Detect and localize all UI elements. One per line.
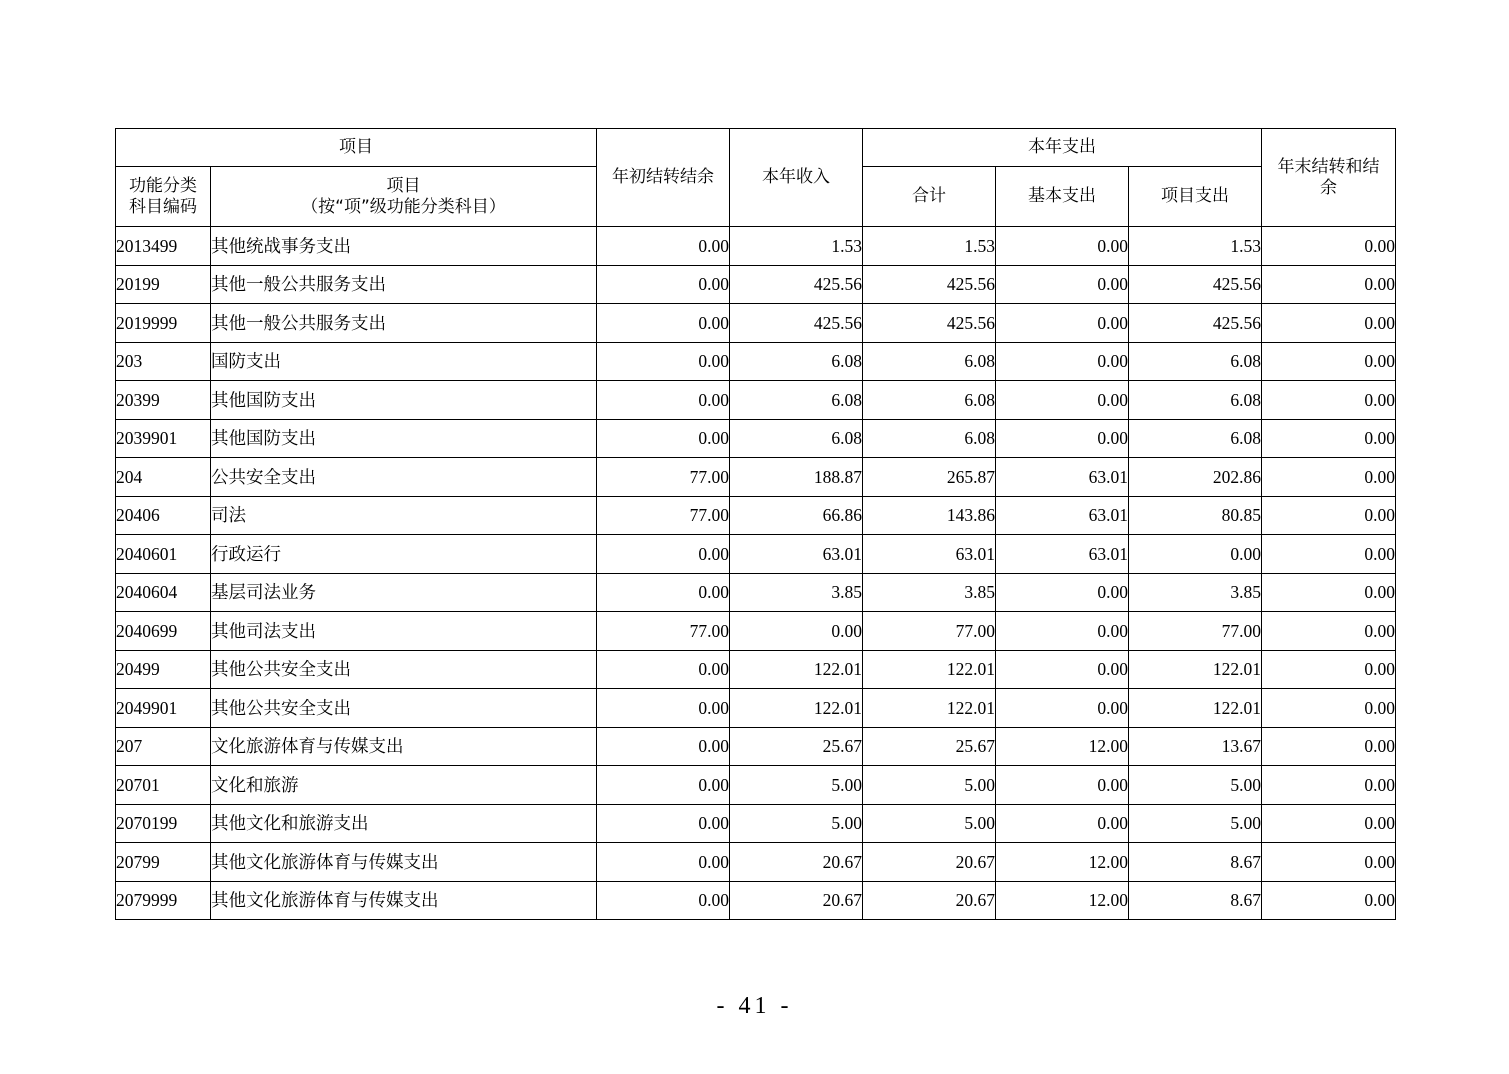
project-cell: 3.85 (1129, 573, 1262, 612)
income-cell: 25.67 (730, 727, 863, 766)
basic-cell: 63.01 (996, 535, 1129, 574)
code-cell: 2039901 (116, 419, 211, 458)
carryover-start-cell: 0.00 (597, 727, 730, 766)
table-row (116, 881, 1396, 920)
total-cell: 143.86 (863, 496, 996, 535)
code-cell: 20701 (116, 766, 211, 805)
total-cell: 122.01 (863, 689, 996, 728)
table-body (116, 227, 1396, 920)
carryover-start-cell: 0.00 (597, 650, 730, 689)
carryover-end-cell: 0.00 (1262, 573, 1396, 612)
total-cell: 20.67 (863, 881, 996, 920)
carryover-end-cell: 0.00 (1262, 650, 1396, 689)
carryover-start-cell: 77.00 (597, 612, 730, 651)
header-expenditure-group: 本年支出 (863, 129, 1262, 167)
header-total: 合计 (863, 167, 996, 227)
expenditure-table (115, 128, 1396, 920)
code-cell: 2070199 (116, 804, 211, 843)
item-name-cell: 其他公共安全支出 (211, 689, 597, 728)
header-item-note: （按“项”级功能分类科目） (301, 196, 506, 217)
project-cell: 0.00 (1129, 535, 1262, 574)
carryover-end-cell: 0.00 (1262, 881, 1396, 920)
header-basic: 基本支出 (996, 167, 1129, 227)
income-cell: 188.87 (730, 458, 863, 497)
header-item-label: 项目 (386, 175, 421, 196)
table-row (116, 573, 1396, 612)
table-row (116, 535, 1396, 574)
basic-cell: 63.01 (996, 496, 1129, 535)
total-cell: 77.00 (863, 612, 996, 651)
item-name-cell: 其他司法支出 (211, 612, 597, 651)
code-cell: 2079999 (116, 881, 211, 920)
item-name-cell: 其他统战事务支出 (211, 227, 597, 266)
carryover-end-cell: 0.00 (1262, 689, 1396, 728)
carryover-end-cell: 0.00 (1262, 727, 1396, 766)
table-row (116, 227, 1396, 266)
carryover-start-cell: 0.00 (597, 535, 730, 574)
total-cell: 6.08 (863, 342, 996, 381)
header-carryover-end-label: 年末结转和结余 (1277, 156, 1380, 198)
code-cell: 2040601 (116, 535, 211, 574)
table-row (116, 727, 1396, 766)
carryover-start-cell: 0.00 (597, 381, 730, 420)
table-row (116, 304, 1396, 343)
carryover-end-cell: 0.00 (1262, 342, 1396, 381)
carryover-end-cell: 0.00 (1262, 227, 1396, 266)
total-cell: 5.00 (863, 804, 996, 843)
basic-cell: 0.00 (996, 804, 1129, 843)
income-cell: 425.56 (730, 304, 863, 343)
project-cell: 5.00 (1129, 804, 1262, 843)
header-income: 本年收入 (730, 129, 863, 227)
basic-cell: 0.00 (996, 573, 1129, 612)
item-name-cell: 国防支出 (211, 342, 597, 381)
total-cell: 6.08 (863, 419, 996, 458)
carryover-start-cell: 0.00 (597, 342, 730, 381)
carryover-end-cell: 0.00 (1262, 843, 1396, 882)
total-cell: 1.53 (863, 227, 996, 266)
code-cell: 207 (116, 727, 211, 766)
table-row (116, 265, 1396, 304)
project-cell: 425.56 (1129, 265, 1262, 304)
carryover-end-cell: 0.00 (1262, 381, 1396, 420)
basic-cell: 0.00 (996, 342, 1129, 381)
project-cell: 202.86 (1129, 458, 1262, 497)
header-row-1 (116, 129, 1396, 167)
project-cell: 13.67 (1129, 727, 1262, 766)
carryover-end-cell: 0.00 (1262, 265, 1396, 304)
code-cell: 2040699 (116, 612, 211, 651)
item-name-cell: 行政运行 (211, 535, 597, 574)
carryover-start-cell: 0.00 (597, 804, 730, 843)
item-name-cell: 其他国防支出 (211, 381, 597, 420)
item-name-cell: 文化和旅游 (211, 766, 597, 805)
basic-cell: 0.00 (996, 689, 1129, 728)
carryover-start-cell: 77.00 (597, 496, 730, 535)
code-cell: 203 (116, 342, 211, 381)
code-cell: 2049901 (116, 689, 211, 728)
table-row (116, 342, 1396, 381)
item-name-cell: 其他文化和旅游支出 (211, 804, 597, 843)
code-cell: 20799 (116, 843, 211, 882)
income-cell: 0.00 (730, 612, 863, 651)
carryover-start-cell: 0.00 (597, 689, 730, 728)
carryover-end-cell: 0.00 (1262, 804, 1396, 843)
page-number: - 41 - (716, 993, 793, 1019)
carryover-end-cell: 0.00 (1262, 304, 1396, 343)
item-name-cell: 其他文化旅游体育与传媒支出 (211, 881, 597, 920)
basic-cell: 0.00 (996, 304, 1129, 343)
total-cell: 3.85 (863, 573, 996, 612)
income-cell: 6.08 (730, 342, 863, 381)
carryover-end-cell: 0.00 (1262, 496, 1396, 535)
item-name-cell: 公共安全支出 (211, 458, 597, 497)
basic-cell: 0.00 (996, 612, 1129, 651)
item-name-cell: 基层司法业务 (211, 573, 597, 612)
project-cell: 8.67 (1129, 843, 1262, 882)
basic-cell: 0.00 (996, 381, 1129, 420)
item-name-cell: 其他一般公共服务支出 (211, 265, 597, 304)
project-cell: 6.08 (1129, 381, 1262, 420)
header-carryover-start: 年初结转结余 (597, 129, 730, 227)
carryover-start-cell: 77.00 (597, 458, 730, 497)
item-name-cell: 其他文化旅游体育与传媒支出 (211, 843, 597, 882)
project-cell: 122.01 (1129, 689, 1262, 728)
income-cell: 122.01 (730, 650, 863, 689)
carryover-start-cell: 0.00 (597, 843, 730, 882)
income-cell: 5.00 (730, 804, 863, 843)
carryover-start-cell: 0.00 (597, 227, 730, 266)
header-code (116, 167, 211, 227)
total-cell: 25.67 (863, 727, 996, 766)
carryover-start-cell: 0.00 (597, 265, 730, 304)
income-cell: 20.67 (730, 843, 863, 882)
carryover-start-cell: 0.00 (597, 881, 730, 920)
header-item (211, 167, 597, 227)
income-cell: 20.67 (730, 881, 863, 920)
basic-cell: 0.00 (996, 265, 1129, 304)
project-cell: 1.53 (1129, 227, 1262, 266)
basic-cell: 63.01 (996, 458, 1129, 497)
carryover-start-cell: 0.00 (597, 766, 730, 805)
table-row (116, 458, 1396, 497)
table-header (116, 129, 1396, 227)
basic-cell: 0.00 (996, 419, 1129, 458)
project-cell: 8.67 (1129, 881, 1262, 920)
project-cell: 6.08 (1129, 342, 1262, 381)
header-project: 项目支出 (1129, 167, 1262, 227)
basic-cell: 0.00 (996, 227, 1129, 266)
item-name-cell: 其他国防支出 (211, 419, 597, 458)
basic-cell: 0.00 (996, 766, 1129, 805)
header-carryover-end (1262, 129, 1396, 227)
code-cell: 20199 (116, 265, 211, 304)
project-cell: 122.01 (1129, 650, 1262, 689)
code-cell: 2013499 (116, 227, 211, 266)
table-row (116, 843, 1396, 882)
table-row (116, 612, 1396, 651)
code-cell: 204 (116, 458, 211, 497)
item-name-cell: 文化旅游体育与传媒支出 (211, 727, 597, 766)
project-cell: 5.00 (1129, 766, 1262, 805)
total-cell: 425.56 (863, 304, 996, 343)
code-cell: 20399 (116, 381, 211, 420)
total-cell: 6.08 (863, 381, 996, 420)
total-cell: 122.01 (863, 650, 996, 689)
project-cell: 80.85 (1129, 496, 1262, 535)
table-row (116, 381, 1396, 420)
table-row (116, 766, 1396, 805)
basic-cell: 12.00 (996, 881, 1129, 920)
code-cell: 20499 (116, 650, 211, 689)
code-cell: 20406 (116, 496, 211, 535)
carryover-start-cell: 0.00 (597, 573, 730, 612)
carryover-end-cell: 0.00 (1262, 535, 1396, 574)
code-cell: 2040604 (116, 573, 211, 612)
table-row (116, 496, 1396, 535)
total-cell: 63.01 (863, 535, 996, 574)
basic-cell: 0.00 (996, 650, 1129, 689)
income-cell: 1.53 (730, 227, 863, 266)
total-cell: 20.67 (863, 843, 996, 882)
income-cell: 3.85 (730, 573, 863, 612)
table-row (116, 650, 1396, 689)
carryover-start-cell: 0.00 (597, 304, 730, 343)
header-item-group: 项目 (116, 129, 597, 167)
income-cell: 6.08 (730, 381, 863, 420)
total-cell: 5.00 (863, 766, 996, 805)
item-name-cell: 其他一般公共服务支出 (211, 304, 597, 343)
table-row (116, 419, 1396, 458)
table-row (116, 689, 1396, 728)
carryover-end-cell: 0.00 (1262, 458, 1396, 497)
total-cell: 425.56 (863, 265, 996, 304)
income-cell: 6.08 (730, 419, 863, 458)
code-cell: 2019999 (116, 304, 211, 343)
basic-cell: 12.00 (996, 843, 1129, 882)
carryover-end-cell: 0.00 (1262, 766, 1396, 805)
income-cell: 66.86 (730, 496, 863, 535)
table-row (116, 804, 1396, 843)
income-cell: 63.01 (730, 535, 863, 574)
project-cell: 6.08 (1129, 419, 1262, 458)
project-cell: 77.00 (1129, 612, 1262, 651)
carryover-start-cell: 0.00 (597, 419, 730, 458)
total-cell: 265.87 (863, 458, 996, 497)
income-cell: 5.00 (730, 766, 863, 805)
carryover-end-cell: 0.00 (1262, 419, 1396, 458)
project-cell: 425.56 (1129, 304, 1262, 343)
carryover-end-cell: 0.00 (1262, 612, 1396, 651)
item-name-cell: 司法 (211, 496, 597, 535)
basic-cell: 12.00 (996, 727, 1129, 766)
header-code-label: 功能分类科目编码 (129, 175, 197, 217)
income-cell: 425.56 (730, 265, 863, 304)
income-cell: 122.01 (730, 689, 863, 728)
item-name-cell: 其他公共安全支出 (211, 650, 597, 689)
